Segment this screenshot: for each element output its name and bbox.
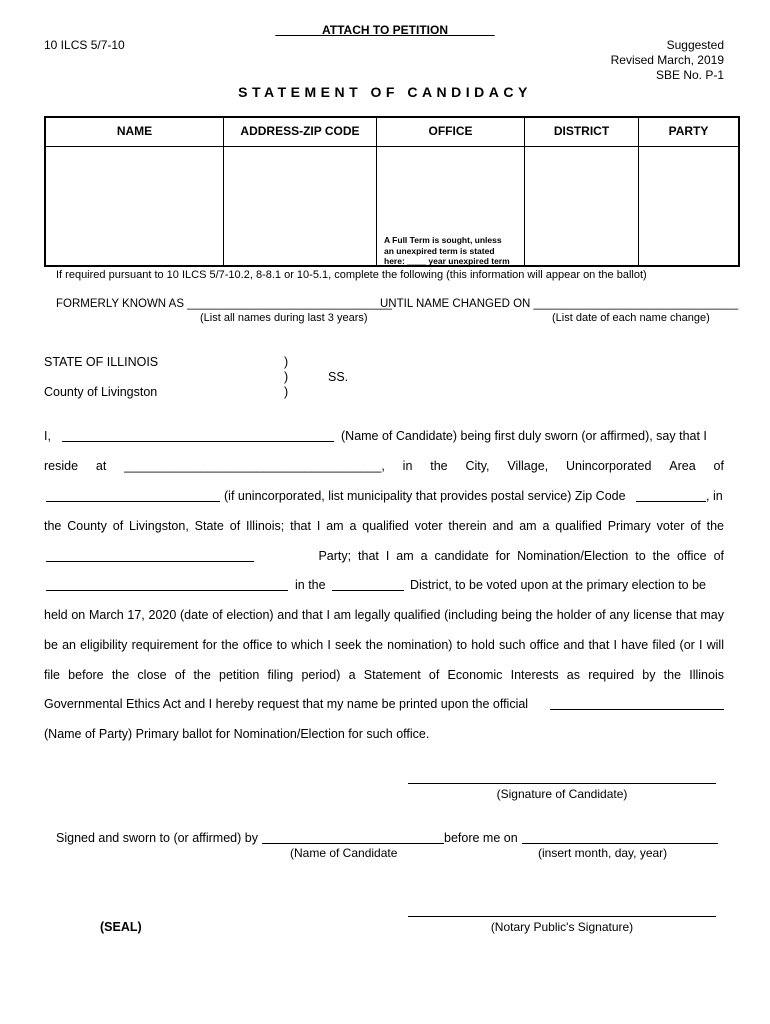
- column-header-name: NAME: [116, 124, 153, 138]
- candidate-signature-line[interactable]: [408, 783, 716, 784]
- oath-line-9: file before the close of the petition filing period) a Statement of Economic Interests as required by the Illinois: [44, 668, 724, 682]
- venue-county: County of Livingston: [44, 385, 158, 399]
- table-header-separator: [46, 146, 738, 147]
- oath-word: reside: [44, 459, 79, 473]
- oath-line-10-text: Governmental Ethics Act and I hereby request that my name be printed upon the official: [44, 697, 529, 711]
- until-name-changed-field[interactable]: UNTIL NAME CHANGED ON ________________________________: [380, 298, 739, 310]
- party-name-blank[interactable]: [550, 709, 724, 710]
- formerly-known-as-field[interactable]: FORMERLY KNOWN AS ________________________________: [56, 298, 392, 310]
- oath-word: of: [713, 459, 724, 473]
- formerly-known-as-hint: (List all names during last 3 years): [200, 312, 368, 324]
- oath-line-10: [44, 697, 724, 711]
- statute-reference: 10 ILCS 5/7-10: [44, 38, 125, 52]
- party-blank[interactable]: [46, 561, 254, 562]
- page-title: STATEMENT OF CANDIDACY: [238, 84, 532, 100]
- office-blank[interactable]: [46, 590, 288, 591]
- oath-in-the: in the: [295, 578, 326, 592]
- oath-line-8: be an eligibility requirement for the office to which I seek the nomination) to hold such office and that I have filed (or I will: [44, 638, 724, 652]
- column-divider: [376, 118, 377, 265]
- oath-i: I,: [44, 429, 51, 443]
- full-term-note: [384, 235, 510, 267]
- oath-word: Area: [669, 459, 696, 473]
- oath-line-11: (Name of Party) Primary ballot for Nomination/Election for such office.: [44, 727, 430, 741]
- residence-blank[interactable]: _____________________________________,: [124, 459, 385, 473]
- oath-line-3-text: (if unincorporated, list municipality that provides postal service) Zip Code: [224, 489, 626, 503]
- venue-ss: SS.: [328, 370, 349, 384]
- until-name-changed-hint: (List date of each name change): [552, 312, 710, 324]
- venue-bracket: ): [284, 355, 289, 369]
- venue-bracket: ): [284, 370, 289, 384]
- zip-code-blank[interactable]: [636, 501, 706, 502]
- oath-line-1: [44, 429, 724, 443]
- oath-line-6-text: District, to be voted upon at the primary election to be: [410, 578, 706, 592]
- column-header-office: OFFICE: [428, 124, 473, 138]
- signed-sworn-label: Signed and sworn to (or affirmed) by: [56, 831, 258, 845]
- column-header-district: DISTRICT: [553, 124, 610, 138]
- attach-underline-left: [275, 23, 322, 37]
- oath-line-7: held on March 17, 2020 (date of election) and that I am legally qualified (including being the holder of any license that may: [44, 608, 724, 622]
- suggested-label: Suggested: [666, 38, 724, 52]
- name-change-instructions: If required pursuant to 10 ILCS 5/7-10.2, 8-8.1 or 10-5.1, complete the following (this information will appear on the ballot): [56, 269, 647, 281]
- municipality-blank[interactable]: [46, 501, 220, 502]
- full-term-note-line: A Full Term is sought, unless: [384, 235, 502, 245]
- candidate-signature-label: (Signature of Candidate): [496, 787, 628, 801]
- attach-text: ATTACH TO PETITION: [322, 23, 448, 37]
- oath-word: Village,: [507, 459, 549, 473]
- form-number: SBE No. P-1: [655, 68, 724, 82]
- column-header-address: ADDRESS-ZIP CODE: [240, 124, 360, 138]
- candidate-table: [44, 116, 740, 267]
- oath-word: City,: [465, 459, 490, 473]
- oath-word: at: [95, 459, 107, 473]
- full-term-note-line: an unexpired term is stated: [384, 245, 495, 256]
- signed-by-name-hint: (Name of Candidate: [290, 846, 398, 860]
- attach-underline-right: [448, 23, 495, 37]
- oath-word: in: [402, 459, 413, 473]
- venue-state: STATE OF ILLINOIS: [44, 355, 159, 369]
- oath-line-5-text: Party; that I am a candidate for Nomination/Election to the office of: [318, 549, 724, 563]
- oath-line-3-end: , in: [706, 489, 723, 503]
- signed-by-name-blank[interactable]: [262, 843, 444, 844]
- column-header-party: PARTY: [668, 124, 709, 138]
- candidate-name-blank[interactable]: [62, 441, 334, 442]
- venue-bracket: ): [284, 385, 289, 399]
- revised-date: Revised March, 2019: [610, 53, 724, 67]
- column-divider: [638, 118, 639, 265]
- sworn-date-blank[interactable]: [522, 843, 718, 844]
- district-blank[interactable]: [332, 590, 404, 591]
- notary-signature-line[interactable]: [408, 916, 716, 917]
- column-divider: [223, 118, 224, 265]
- sworn-date-hint: (insert month, day, year): [538, 846, 668, 860]
- attach-to-petition-heading: [0, 23, 770, 37]
- oath-line-2: [44, 459, 724, 473]
- oath-line-1-text: (Name of Candidate) being first duly sworn (or affirmed), say that I: [341, 429, 707, 443]
- notary-signature-label: (Notary Public's Signature): [490, 920, 634, 934]
- seal-label: (SEAL): [100, 920, 142, 934]
- form-version-block: [611, 38, 724, 83]
- oath-line-4: the County of Livingston, State of Illinois; that I am a qualified voter therein and am a qualified Primary voter of the: [44, 519, 724, 533]
- before-me-label: before me on: [444, 831, 518, 845]
- oath-word: the: [430, 459, 448, 473]
- column-divider: [524, 118, 525, 265]
- oath-word: Unincorporated: [565, 459, 652, 473]
- full-term-note-line: here: ____ year unexpired term: [384, 256, 510, 266]
